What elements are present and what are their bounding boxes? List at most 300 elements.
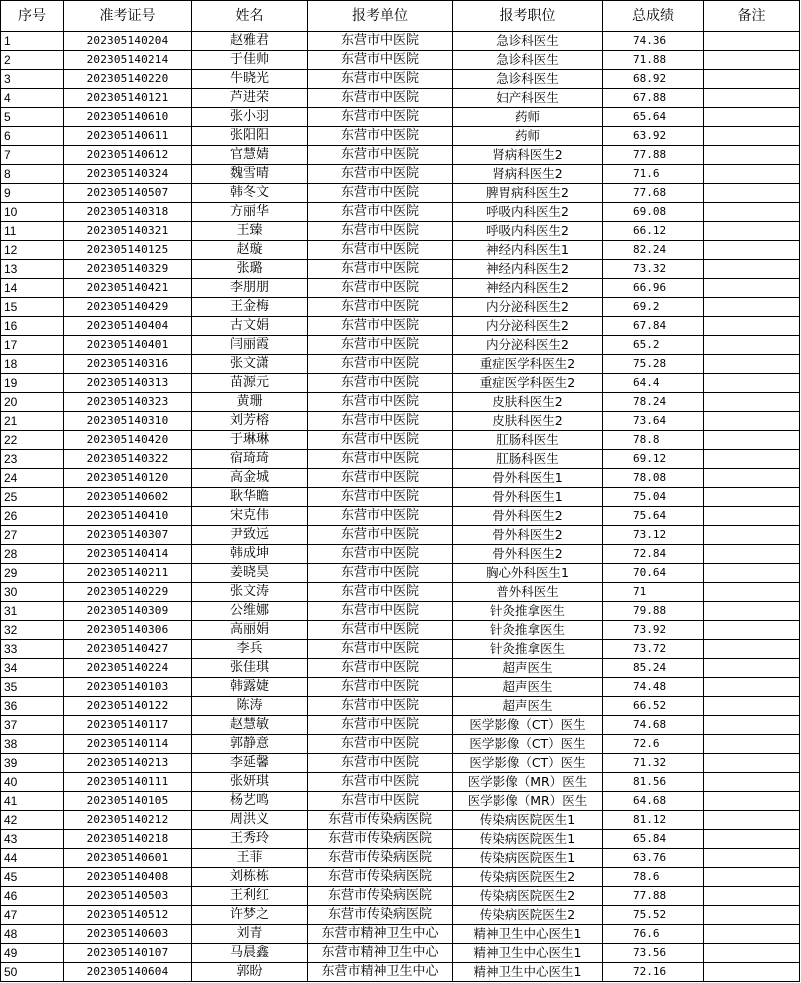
cell-score: 73.32 xyxy=(603,260,704,279)
cell-position: 重症医学科医生2 xyxy=(453,355,603,374)
cell-position: 传染病医院医生2 xyxy=(453,887,603,906)
cell-seq: 49 xyxy=(1,944,64,963)
cell-exam-no: 202305140410 xyxy=(64,507,192,526)
cell-unit: 东营市中医院 xyxy=(308,336,453,355)
cell-exam-no: 202305140507 xyxy=(64,184,192,203)
cell-unit: 东营市中医院 xyxy=(308,469,453,488)
cell-seq: 26 xyxy=(1,507,64,526)
cell-name: 刘青 xyxy=(192,925,308,944)
table-row xyxy=(1,526,800,545)
cell-position: 神经内科医生2 xyxy=(453,260,603,279)
cell-name: 李朋朋 xyxy=(192,279,308,298)
cell-score: 69.12 xyxy=(603,450,704,469)
cell-name: 韩成坤 xyxy=(192,545,308,564)
cell-position: 传染病医院医生1 xyxy=(453,830,603,849)
cell-note xyxy=(704,716,800,735)
cell-score: 66.52 xyxy=(603,697,704,716)
cell-seq: 15 xyxy=(1,298,64,317)
cell-exam-no: 202305140322 xyxy=(64,450,192,469)
cell-unit: 东营市中医院 xyxy=(308,393,453,412)
cell-note xyxy=(704,184,800,203)
cell-score: 78.8 xyxy=(603,431,704,450)
cell-exam-no: 202305140313 xyxy=(64,374,192,393)
table-row xyxy=(1,697,800,716)
cell-exam-no: 202305140420 xyxy=(64,431,192,450)
header-note: 备注 xyxy=(704,1,800,32)
cell-score: 78.24 xyxy=(603,393,704,412)
cell-score: 63.76 xyxy=(603,849,704,868)
cell-seq: 4 xyxy=(1,89,64,108)
cell-exam-no: 202305140318 xyxy=(64,203,192,222)
table-row xyxy=(1,89,800,108)
cell-unit: 东营市中医院 xyxy=(308,51,453,70)
cell-exam-no: 202305140103 xyxy=(64,678,192,697)
cell-note xyxy=(704,203,800,222)
cell-exam-no: 202305140117 xyxy=(64,716,192,735)
cell-seq: 18 xyxy=(1,355,64,374)
cell-exam-no: 202305140603 xyxy=(64,925,192,944)
cell-note xyxy=(704,222,800,241)
cell-note xyxy=(704,735,800,754)
cell-note xyxy=(704,374,800,393)
cell-exam-no: 202305140114 xyxy=(64,735,192,754)
cell-score: 73.12 xyxy=(603,526,704,545)
table-row xyxy=(1,906,800,925)
cell-position: 急诊科医生 xyxy=(453,32,603,51)
table-row xyxy=(1,849,800,868)
cell-position: 超声医生 xyxy=(453,678,603,697)
cell-note xyxy=(704,545,800,564)
cell-note xyxy=(704,51,800,70)
cell-position: 精神卫生中心医生1 xyxy=(453,963,603,982)
cell-score: 75.28 xyxy=(603,355,704,374)
cell-exam-no: 202305140611 xyxy=(64,127,192,146)
table-row xyxy=(1,754,800,773)
cell-note xyxy=(704,754,800,773)
cell-score: 71.88 xyxy=(603,51,704,70)
cell-position: 骨外科医生2 xyxy=(453,507,603,526)
table-row xyxy=(1,621,800,640)
cell-score: 71.6 xyxy=(603,165,704,184)
cell-position: 急诊科医生 xyxy=(453,70,603,89)
cell-exam-no: 202305140218 xyxy=(64,830,192,849)
cell-score: 72.16 xyxy=(603,963,704,982)
cell-name: 赵慧敏 xyxy=(192,716,308,735)
cell-name: 张佳琪 xyxy=(192,659,308,678)
cell-exam-no: 202305140321 xyxy=(64,222,192,241)
cell-unit: 东营市中医院 xyxy=(308,678,453,697)
cell-seq: 35 xyxy=(1,678,64,697)
cell-name: 姜晓昊 xyxy=(192,564,308,583)
cell-seq: 1 xyxy=(1,32,64,51)
cell-seq: 29 xyxy=(1,564,64,583)
table-row xyxy=(1,735,800,754)
cell-seq: 5 xyxy=(1,108,64,127)
table-row xyxy=(1,545,800,564)
cell-seq: 24 xyxy=(1,469,64,488)
cell-score: 73.56 xyxy=(603,944,704,963)
cell-name: 韩露婕 xyxy=(192,678,308,697)
cell-seq: 3 xyxy=(1,70,64,89)
table-row xyxy=(1,412,800,431)
table-row xyxy=(1,431,800,450)
cell-name: 古文娟 xyxy=(192,317,308,336)
cell-score: 75.52 xyxy=(603,906,704,925)
cell-score: 85.24 xyxy=(603,659,704,678)
header-seq: 序号 xyxy=(1,1,64,32)
cell-unit: 东营市中医院 xyxy=(308,374,453,393)
cell-position: 骨外科医生2 xyxy=(453,545,603,564)
table-row xyxy=(1,507,800,526)
cell-name: 韩冬文 xyxy=(192,184,308,203)
cell-unit: 东营市中医院 xyxy=(308,241,453,260)
cell-name: 陈涛 xyxy=(192,697,308,716)
cell-name: 张妍琪 xyxy=(192,773,308,792)
table-row xyxy=(1,127,800,146)
cell-note xyxy=(704,640,800,659)
cell-name: 于琳琳 xyxy=(192,431,308,450)
cell-score: 74.36 xyxy=(603,32,704,51)
cell-exam-no: 202305140213 xyxy=(64,754,192,773)
table-row xyxy=(1,963,800,982)
cell-seq: 14 xyxy=(1,279,64,298)
cell-unit: 东营市中医院 xyxy=(308,222,453,241)
cell-name: 杨艺鸣 xyxy=(192,792,308,811)
cell-exam-no: 202305140323 xyxy=(64,393,192,412)
table-row xyxy=(1,260,800,279)
cell-name: 耿华瞻 xyxy=(192,488,308,507)
cell-seq: 42 xyxy=(1,811,64,830)
cell-exam-no: 202305140401 xyxy=(64,336,192,355)
cell-exam-no: 202305140111 xyxy=(64,773,192,792)
cell-seq: 9 xyxy=(1,184,64,203)
cell-exam-no: 202305140107 xyxy=(64,944,192,963)
cell-unit: 东营市中医院 xyxy=(308,70,453,89)
cell-name: 王臻 xyxy=(192,222,308,241)
cell-name: 牛晓光 xyxy=(192,70,308,89)
cell-position: 胸心外科医生1 xyxy=(453,564,603,583)
cell-seq: 17 xyxy=(1,336,64,355)
cell-exam-no: 202305140329 xyxy=(64,260,192,279)
cell-seq: 2 xyxy=(1,51,64,70)
cell-name: 赵璇 xyxy=(192,241,308,260)
cell-score: 66.96 xyxy=(603,279,704,298)
cell-unit: 东营市中医院 xyxy=(308,184,453,203)
table-row xyxy=(1,51,800,70)
table-row xyxy=(1,868,800,887)
cell-score: 78.08 xyxy=(603,469,704,488)
cell-score: 72.6 xyxy=(603,735,704,754)
cell-name: 王菲 xyxy=(192,849,308,868)
cell-name: 李兵 xyxy=(192,640,308,659)
cell-score: 67.84 xyxy=(603,317,704,336)
cell-position: 超声医生 xyxy=(453,659,603,678)
cell-name: 张小羽 xyxy=(192,108,308,127)
cell-note xyxy=(704,925,800,944)
table-row xyxy=(1,108,800,127)
cell-position: 呼吸内科医生2 xyxy=(453,222,603,241)
table-row xyxy=(1,184,800,203)
cell-exam-no: 202305140229 xyxy=(64,583,192,602)
cell-name: 宋克伟 xyxy=(192,507,308,526)
cell-unit: 东营市中医院 xyxy=(308,279,453,298)
cell-position: 皮肤科医生2 xyxy=(453,412,603,431)
cell-score: 65.84 xyxy=(603,830,704,849)
cell-position: 传染病医院医生2 xyxy=(453,906,603,925)
table-row xyxy=(1,336,800,355)
cell-score: 67.88 xyxy=(603,89,704,108)
table-row xyxy=(1,564,800,583)
table-row xyxy=(1,583,800,602)
table-row xyxy=(1,241,800,260)
table-row xyxy=(1,640,800,659)
cell-unit: 东营市中医院 xyxy=(308,754,453,773)
cell-exam-no: 202305140105 xyxy=(64,792,192,811)
cell-name: 张文潇 xyxy=(192,355,308,374)
cell-exam-no: 202305140421 xyxy=(64,279,192,298)
cell-position: 医学影像（CT）医生 xyxy=(453,716,603,735)
cell-unit: 东营市中医院 xyxy=(308,317,453,336)
cell-unit: 东营市中医院 xyxy=(308,621,453,640)
table-row xyxy=(1,279,800,298)
cell-exam-no: 202305140214 xyxy=(64,51,192,70)
cell-exam-no: 202305140310 xyxy=(64,412,192,431)
cell-unit: 东营市中医院 xyxy=(308,32,453,51)
cell-unit: 东营市中医院 xyxy=(308,450,453,469)
cell-score: 73.72 xyxy=(603,640,704,659)
cell-note xyxy=(704,469,800,488)
cell-seq: 32 xyxy=(1,621,64,640)
cell-exam-no: 202305140204 xyxy=(64,32,192,51)
cell-exam-no: 202305140211 xyxy=(64,564,192,583)
cell-name: 官慧婧 xyxy=(192,146,308,165)
cell-seq: 31 xyxy=(1,602,64,621)
cell-name: 张璐 xyxy=(192,260,308,279)
cell-seq: 30 xyxy=(1,583,64,602)
cell-unit: 东营市传染病医院 xyxy=(308,830,453,849)
table-row xyxy=(1,165,800,184)
header-row xyxy=(1,1,800,32)
cell-score: 77.88 xyxy=(603,887,704,906)
cell-unit: 东营市精神卫生中心 xyxy=(308,944,453,963)
cell-position: 医学影像（CT）医生 xyxy=(453,735,603,754)
cell-unit: 东营市中医院 xyxy=(308,564,453,583)
cell-position: 脾胃病科医生2 xyxy=(453,184,603,203)
table-row xyxy=(1,488,800,507)
cell-unit: 东营市中医院 xyxy=(308,203,453,222)
cell-unit: 东营市中医院 xyxy=(308,431,453,450)
cell-exam-no: 202305140414 xyxy=(64,545,192,564)
table-row xyxy=(1,70,800,89)
cell-note xyxy=(704,868,800,887)
cell-position: 药师 xyxy=(453,108,603,127)
cell-name: 公维娜 xyxy=(192,602,308,621)
cell-exam-no: 202305140306 xyxy=(64,621,192,640)
cell-seq: 41 xyxy=(1,792,64,811)
cell-unit: 东营市中医院 xyxy=(308,640,453,659)
cell-unit: 东营市传染病医院 xyxy=(308,868,453,887)
cell-score: 69.08 xyxy=(603,203,704,222)
cell-position: 传染病医院医生1 xyxy=(453,811,603,830)
cell-score: 64.4 xyxy=(603,374,704,393)
cell-exam-no: 202305140120 xyxy=(64,469,192,488)
cell-score: 68.92 xyxy=(603,70,704,89)
cell-note xyxy=(704,146,800,165)
cell-unit: 东营市传染病医院 xyxy=(308,849,453,868)
cell-seq: 47 xyxy=(1,906,64,925)
cell-name: 高金城 xyxy=(192,469,308,488)
cell-seq: 39 xyxy=(1,754,64,773)
table-row xyxy=(1,830,800,849)
cell-note xyxy=(704,887,800,906)
cell-seq: 27 xyxy=(1,526,64,545)
cell-exam-no: 202305140610 xyxy=(64,108,192,127)
cell-note xyxy=(704,241,800,260)
cell-unit: 东营市中医院 xyxy=(308,146,453,165)
cell-name: 王利红 xyxy=(192,887,308,906)
cell-seq: 8 xyxy=(1,165,64,184)
cell-position: 肛肠科医生 xyxy=(453,431,603,450)
cell-exam-no: 202305140122 xyxy=(64,697,192,716)
cell-name: 王秀玲 xyxy=(192,830,308,849)
cell-name: 苗源元 xyxy=(192,374,308,393)
cell-exam-no: 202305140220 xyxy=(64,70,192,89)
cell-score: 76.6 xyxy=(603,925,704,944)
table-row xyxy=(1,792,800,811)
cell-position: 医学影像（CT）医生 xyxy=(453,754,603,773)
cell-unit: 东营市精神卫生中心 xyxy=(308,925,453,944)
cell-note xyxy=(704,298,800,317)
cell-position: 医学影像（MR）医生 xyxy=(453,773,603,792)
cell-note xyxy=(704,583,800,602)
cell-score: 75.64 xyxy=(603,507,704,526)
cell-unit: 东营市中医院 xyxy=(308,545,453,564)
cell-score: 74.68 xyxy=(603,716,704,735)
cell-seq: 34 xyxy=(1,659,64,678)
cell-position: 传染病医院医生1 xyxy=(453,849,603,868)
cell-seq: 6 xyxy=(1,127,64,146)
cell-name: 许梦之 xyxy=(192,906,308,925)
table-row xyxy=(1,450,800,469)
cell-unit: 东营市中医院 xyxy=(308,602,453,621)
header-unit: 报考单位 xyxy=(308,1,453,32)
table-row xyxy=(1,469,800,488)
cell-position: 呼吸内科医生2 xyxy=(453,203,603,222)
cell-seq: 46 xyxy=(1,887,64,906)
cell-name: 周洪义 xyxy=(192,811,308,830)
cell-position: 普外科医生 xyxy=(453,583,603,602)
cell-seq: 43 xyxy=(1,830,64,849)
cell-name: 黄珊 xyxy=(192,393,308,412)
header-score: 总成绩 xyxy=(603,1,704,32)
cell-score: 79.88 xyxy=(603,602,704,621)
cell-position: 神经内科医生1 xyxy=(453,241,603,260)
cell-exam-no: 202305140601 xyxy=(64,849,192,868)
cell-exam-no: 202305140604 xyxy=(64,963,192,982)
cell-position: 肾病科医生2 xyxy=(453,146,603,165)
cell-unit: 东营市中医院 xyxy=(308,108,453,127)
cell-name: 刘栋栋 xyxy=(192,868,308,887)
cell-unit: 东营市传染病医院 xyxy=(308,887,453,906)
cell-exam-no: 202305140212 xyxy=(64,811,192,830)
cell-seq: 7 xyxy=(1,146,64,165)
cell-note xyxy=(704,127,800,146)
cell-name: 李延馨 xyxy=(192,754,308,773)
table-row xyxy=(1,602,800,621)
table-row xyxy=(1,925,800,944)
cell-name: 张阳阳 xyxy=(192,127,308,146)
cell-exam-no: 202305140602 xyxy=(64,488,192,507)
cell-seq: 48 xyxy=(1,925,64,944)
cell-position: 超声医生 xyxy=(453,697,603,716)
cell-note xyxy=(704,336,800,355)
cell-score: 65.2 xyxy=(603,336,704,355)
cell-position: 神经内科医生2 xyxy=(453,279,603,298)
cell-seq: 50 xyxy=(1,963,64,982)
cell-position: 重症医学科医生2 xyxy=(453,374,603,393)
cell-unit: 东营市中医院 xyxy=(308,89,453,108)
cell-seq: 20 xyxy=(1,393,64,412)
cell-note xyxy=(704,773,800,792)
cell-score: 81.12 xyxy=(603,811,704,830)
cell-name: 高丽娟 xyxy=(192,621,308,640)
cell-note xyxy=(704,412,800,431)
table-row xyxy=(1,678,800,697)
cell-position: 妇产科医生 xyxy=(453,89,603,108)
cell-name: 闫丽霞 xyxy=(192,336,308,355)
cell-position: 皮肤科医生2 xyxy=(453,393,603,412)
cell-position: 针灸推拿医生 xyxy=(453,621,603,640)
cell-seq: 45 xyxy=(1,868,64,887)
cell-score: 72.84 xyxy=(603,545,704,564)
cell-position: 内分泌科医生2 xyxy=(453,298,603,317)
cell-exam-no: 202305140408 xyxy=(64,868,192,887)
cell-unit: 东营市传染病医院 xyxy=(308,906,453,925)
cell-name: 马晨鑫 xyxy=(192,944,308,963)
cell-exam-no: 202305140121 xyxy=(64,89,192,108)
table-body xyxy=(1,32,800,982)
cell-seq: 44 xyxy=(1,849,64,868)
cell-seq: 22 xyxy=(1,431,64,450)
cell-note xyxy=(704,678,800,697)
cell-name: 宿琦琦 xyxy=(192,450,308,469)
header-name: 姓名 xyxy=(192,1,308,32)
cell-position: 骨外科医生1 xyxy=(453,488,603,507)
cell-unit: 东营市传染病医院 xyxy=(308,811,453,830)
cell-note xyxy=(704,830,800,849)
cell-seq: 33 xyxy=(1,640,64,659)
cell-position: 肾病科医生2 xyxy=(453,165,603,184)
cell-score: 78.6 xyxy=(603,868,704,887)
cell-score: 69.2 xyxy=(603,298,704,317)
cell-position: 骨外科医生2 xyxy=(453,526,603,545)
cell-unit: 东营市中医院 xyxy=(308,716,453,735)
cell-name: 芦进荣 xyxy=(192,89,308,108)
cell-position: 传染病医院医生2 xyxy=(453,868,603,887)
cell-position: 医学影像（MR）医生 xyxy=(453,792,603,811)
cell-unit: 东营市中医院 xyxy=(308,260,453,279)
cell-note xyxy=(704,32,800,51)
cell-unit: 东营市中医院 xyxy=(308,792,453,811)
cell-seq: 13 xyxy=(1,260,64,279)
cell-position: 药师 xyxy=(453,127,603,146)
cell-position: 针灸推拿医生 xyxy=(453,602,603,621)
cell-position: 骨外科医生1 xyxy=(453,469,603,488)
cell-unit: 东营市中医院 xyxy=(308,583,453,602)
cell-note xyxy=(704,70,800,89)
cell-score: 64.68 xyxy=(603,792,704,811)
cell-name: 刘芳榕 xyxy=(192,412,308,431)
